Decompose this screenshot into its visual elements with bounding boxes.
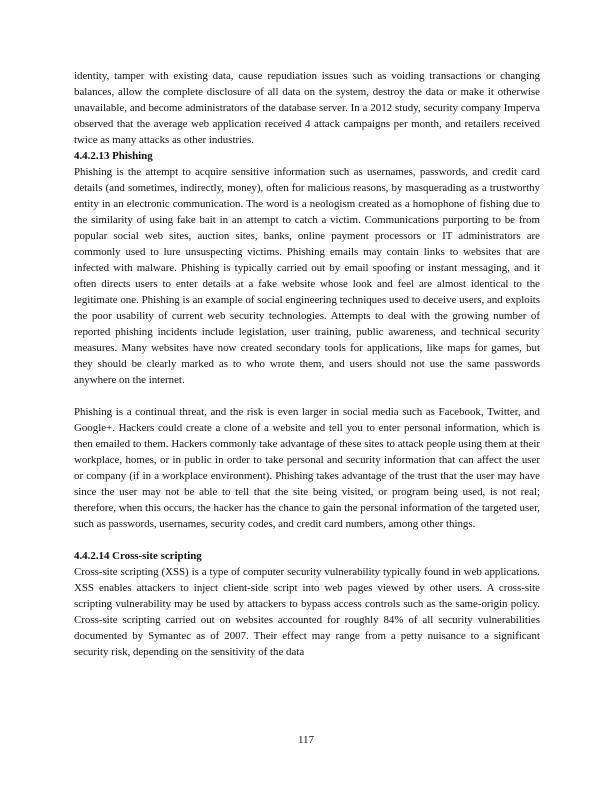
section-heading-xss: 4.4.2.14 Cross-site scripting [74, 550, 202, 562]
intro-paragraph: identity, tamper with existing data, cause repudiation issues such as voiding transactions or changing balances, allow the complete disclosure of all data on the system, destroy the data or make it otherwise unavailable, and become administrators of the database server. In a 2012 study, security company Imperva observed that the average web application received 4 attack campaigns per month, and retailers received twice as many attacks as other industries. [74, 70, 540, 146]
paragraph-spacer [74, 532, 540, 548]
xss-paragraph-1: Cross-site scripting (XSS) is a type of computer security vulnerability typically found in web applications. XSS enables attackers to inject client-side script into web pages viewed by other users. A cross-site scripting vulnerability may be used by attackers to bypass access controls such as the same-origin policy. Cross-site scripting carried out on websites accounted for roughly 84% of all security vulnerabilities documented by Symantec as of 2007. Their effect may range from a petty nuisance to a significant security risk, depending on the sensitivity of the data [74, 566, 540, 658]
paragraph-spacer [74, 388, 540, 404]
page-number: 117 [297, 734, 315, 746]
section-heading-phishing: 4.4.2.13 Phishing [74, 150, 153, 162]
document-page [74, 68, 540, 660]
phishing-paragraph-1: Phishing is the attempt to acquire sensitive information such as usernames, passwords, and credit card details (and sometimes, indirectly, money), often for malicious reasons, by masquerading as a trustworthy entity in an electronic communication. The word is a neologism created as a homophone of fishing due to the similarity of using fake bait in an attempt to catch a victim. Communications purporting to be from popular social web sites, auction sites, banks, online payment processors or IT administrators are commonly used to lure unsuspecting victims. Phishing emails may contain links to websites that are infected with malware. Phishing is typically carried out by email spoofing or instant messaging, and it often directs users to enter details at a fake website whose look and feel are almost identical to the legitimate one. Phishing is an example of social engineering techniques used to deceive users, and exploits the poor usability of current web security technologies. Attempts to deal with the growing number of reported phishing incidents include legislation, user training, public awareness, and technical security measures. Many websites have now created secondary tools for applications, like maps for games, but they should be clearly marked as to who wrote them, and users should not use the same passwords anywhere on the internet. [74, 166, 540, 386]
phishing-paragraph-2: Phishing is a continual threat, and the risk is even larger in social media such as Facebook, Twitter, and Google+. Hackers could create a clone of a website and tell you to enter personal information, which is then emailed to them. Hackers commonly take advantage of these sites to attack people using them at their workplace, homes, or in public in order to take personal and security information that can affect the user or company (if in a workplace environment). Phishing takes advantage of the trust that the user may have since the user may not be able to tell that the site being visited, or program being used, is not real; therefore, when this occurs, the hacker has the chance to gain the personal information of the targeted user, such as passwords, usernames, security codes, and credit card numbers, among other things. [74, 406, 540, 530]
